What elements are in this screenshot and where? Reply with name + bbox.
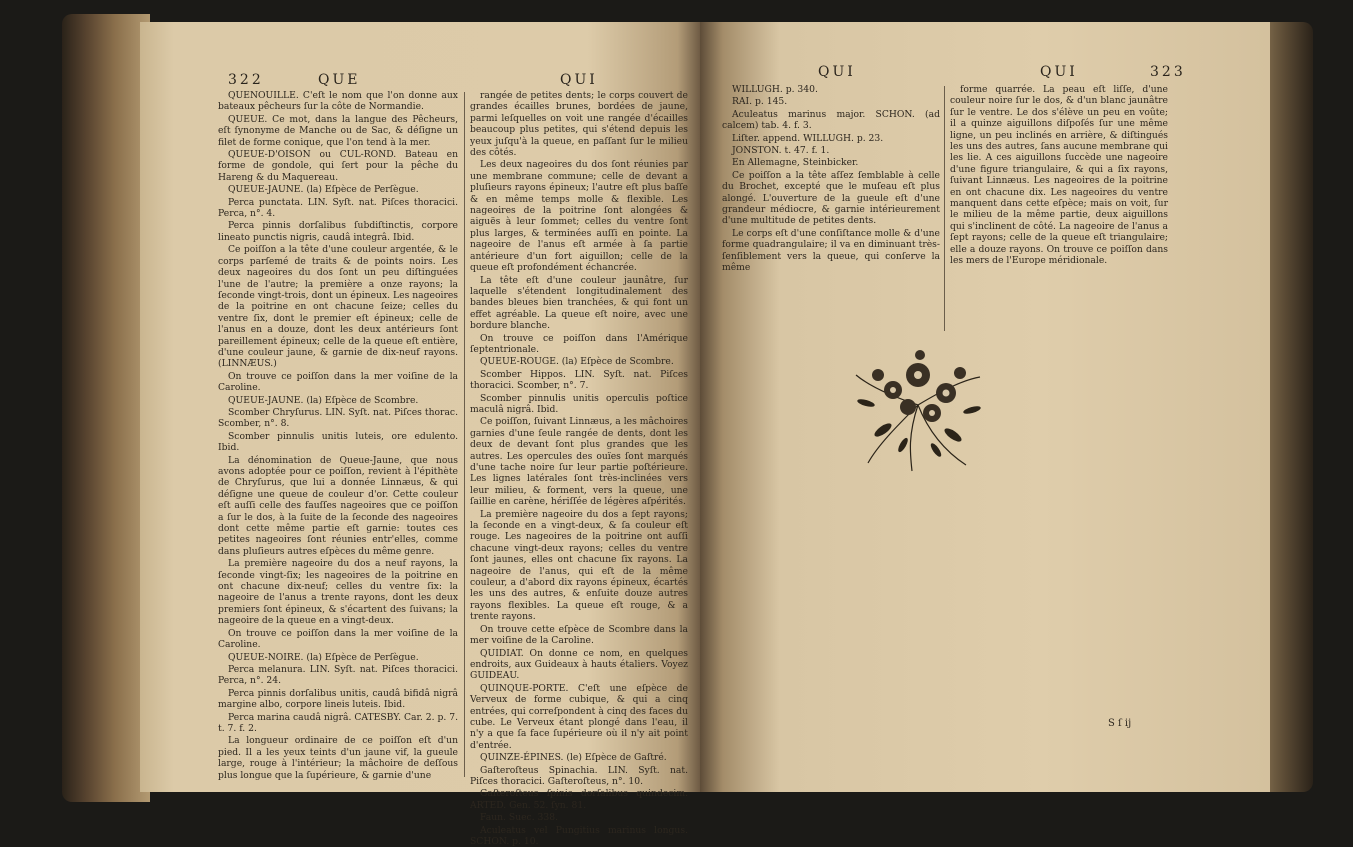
left-col1-paragraph: Perca pinnis dorſalibus ſubdiſtinctis, corpore lineato punctis nigris, caudâ integrâ. Ibid. — [218, 220, 458, 243]
left-page-number: 322 — [228, 72, 264, 88]
left-col2-paragraph: rangée de petites dents; le corps couvert de grandes écailles brunes, bordées de jaune, parmi leſquelles on voit une rangée d'écailles beaucoup plus petites, qui s'étend depuis les yeux juſqu'à la queue, en paſſant ſur le milieu des côtés. — [470, 90, 688, 159]
left-col2-paragraph: La première nageoire du dos a ſept rayons; la ſeconde en a vingt-deux, & ſa couleur eſt rouge. Les nageoires de la poitrine ont auſſi chacune vingt-deux rayons; celles du ventre ſont jaunes, elles ont chacune ſix rayons. La nageoire de l'anus, qui eſt de la même couleur, a d'abord dix rayons épineux, écartés les uns des autres, & enſuite douze autres rayons flexibles. La queue eſt rouge, & a trente rayons. — [470, 508, 688, 623]
floral-vignette-ornament — [848, 335, 988, 475]
left-col2-paragraph: On trouve cette eſpèce de Scombre dans la mer voiſine de la Caroline. — [470, 623, 688, 647]
left-col2-paragraph: Ce poiſſon, ſuivant Linnæus, a les mâchoires garnies d'une ſeule rangée de dents, dont les deux de devant ſont plus grandes que les autres. Les opercules des ouïes ſont marqués d'une tache noire ſur leur partie poſtérieure. Les lignes latérales ſont très-inclinées vers leur milieu, & forment, vers la queue, une ſaillie en carène, hériſſée de légères aſpérités. — [470, 416, 688, 508]
left-col2-paragraph: QUINZE-ÉPINES. (le) Eſpèce de Gaſtré. — [480, 752, 667, 764]
left-col2-paragraph: On trouve ce poiſſon dans l'Amérique ſeptentrionale. — [470, 332, 688, 355]
left-running-head: QUE — [318, 72, 361, 88]
book-cover-left — [62, 14, 150, 802]
left-page-column-2 — [470, 90, 688, 847]
right-page-column-2 — [950, 84, 1168, 334]
column-rule — [944, 86, 945, 331]
right-col2-paragraph: forme quarrée. La peau eſt liſſe, d'une couleur noire ſur le dos, & d'un blanc jaunâtre ſur le ventre. Le dos s'élève un peu en voûte; il a quinze aiguillons diſpoſés ſur une même ligne, un peu inclinés en arrière, & diſtingués les uns des autres, ſans aucune membrane qui les lie. A ces aiguillons ſuccède une nageoire d'une figure triangulaire, & qui a ſix rayons, ſuivant Linnæus. Les nageoires de la poitrine en ont chacune dix. Les nageoires du ventre manquent dans cette eſpèce; mais on voit, ſur le milieu de la même partie, deux aiguillons qui s'inclinent de côté. La nageoire de l'anus a ſept rayons; celle de la queue eſt triangulaire; elle a douze rayons. On trouve ce poiſſon dans les mers de l'Europe méridionale. — [950, 84, 1168, 267]
left-col1-paragraph: Perca marina caudâ nigrâ. CATESBY. Car. 2. p. 7. t. 7. f. 2. — [218, 711, 458, 734]
right-page-column-1 — [722, 84, 940, 334]
left-col2-paragraph: Les deux nageoires du dos ſont réunies par une membrane commune; celle de devant a pluſieurs rayons épineux; l'autre eſt plus baſſe & en même temps molle & flexible. Les nageoires de la poitrine ſont alongées & aiguës à leur ſommet; celles du ventre ſont plus larges, & terminées auſſi en pointe. La nageoire de l'anus eſt armée à ſa partie antérieure d'un fort aiguillon; celle de la queue eſt profondément échancrée. — [470, 159, 688, 274]
right-col1-paragraph: Ce poiſſon a la tête aſſez ſemblable à celle du Brochet, excepté que le muſeau eſt plus alongé. L'ouverture de la gueule eſt d'une grandeur médiocre, & garnie intérieurement d'une multitude de petites dents. — [722, 169, 940, 227]
left-col2-paragraph: Gaſteroſteus ſpinis dorſalibus quindecim. ARTED. Gen. 52. ſyn. 81. — [470, 788, 688, 811]
right-col1-paragraph: Le corps eſt d'une conſiſtance molle & d'une forme quadrangulaire; il va en diminuant très-ſenſiblement vers la queue, qui conſerve la même — [722, 227, 940, 274]
left-running-head-right: QUI — [560, 72, 598, 88]
left-col2-paragraph: La tête eſt d'une couleur jaunâtre, ſur laquelle s'étendent longitudinalement des bandes bleues bien tranchées, & qui font un effet agréable. La queue eſt noire, avec une bordure blanche. — [470, 274, 688, 332]
left-col1-paragraph: Perca melanura. LIN. Syſt. nat. Piſces thoracici. Perca, n°. 24. — [218, 663, 458, 687]
left-col1-paragraph: La première nageoire du dos a neuf rayons, la ſeconde vingt-ſix; les nageoires de la poitrine en ont chacune dix-neuf; celles du ventre ſix: la nageoire de l'anus a trente rayons, dont les deux premiers ſont épineux, & s'écartent des ſuivans; la nageoire de la queue en a vingt-deux. — [218, 558, 458, 627]
left-col2-paragraph: Scomber pinnulis unitis operculis poſtice maculâ nigrâ. Ibid. — [470, 392, 688, 415]
left-col2-paragraph: Aculeatus vel Pungitius marinus longus. SCHON. p. 10. — [470, 824, 688, 847]
right-running-head: QUI — [1040, 64, 1078, 80]
left-col1-paragraph: Ce poiſſon a la tête d'une couleur argentée, & le corps parſemé de traits & de points noirs. Les deux nageoires du dos ſont un peu diſtinguées l'une de l'autre; la première a onze rayons; la ſeconde vingt-trois, dont un épineux. Les nageoires de la poitrine en ont chacune ſeize; celles du ventre ſix, dont le premier eſt épineux; celle de l'anus en a douze, dont les deux antérieurs ſont pareillement épineux; celle de la queue eſt entière, d'une couleur jaune, & garnie de dix-neuf rayons. (LINNÆUS.) — [218, 244, 458, 370]
right-col1-paragraph: En Allemagne, Steinbicker. — [732, 157, 859, 169]
left-col1-paragraph: La longueur ordinaire de ce poiſſon eſt d'un pied. Il a les yeux teints d'un jaune vif, la gueule large, rouge à l'intérieur; la mâchoire de deſſous plus longue que la ſupérieure, & garnie d'une — [218, 735, 458, 781]
left-col1-paragraph: On trouve ce poiſſon dans la mer voiſine de la Caroline. — [218, 627, 458, 651]
left-col2-paragraph: QUIDIAT. On donne ce nom, en quelques endroits, aux Guideaux à hauts étaliers. Voyez GUIDEAU. — [470, 647, 688, 682]
left-col2-paragraph: Scomber Hippos. LIN. Syſt. nat. Piſces thoracici. Scomber, n°. 7. — [470, 368, 688, 392]
left-col1-paragraph: QUEUE-JAUNE. (la) Eſpèce de Scombre. — [228, 394, 419, 406]
left-col1-paragraph: On trouve ce poiſſon dans la mer voiſine de la Caroline. — [218, 370, 458, 394]
left-col1-paragraph: QUEUE-D'OISON ou CUL-ROND. Bateau en forme de gondole, qui ſert pour la pêche du Hareng & du Maquereau. — [218, 149, 458, 183]
column-rule — [464, 92, 465, 777]
left-col1-paragraph: QUEUE. Ce mot, dans la langue des Pêcheurs, eſt ſynonyme de Manche ou de Sac, & déſigne un filet de forme conique, que l'on tend à la mer. — [218, 113, 458, 148]
left-col1-paragraph: Perca pinnis dorſalibus unitis, caudâ bifidâ nigrâ margine albo, corpore lineis luteis. Ibid. — [218, 687, 458, 711]
left-col2-paragraph: Faun. Suec. 338. — [480, 812, 558, 824]
left-col1-paragraph: Perca punctata. LIN. Syſt. nat. Piſces thoracici. Perca, n°. 4. — [218, 196, 458, 220]
right-col1-paragraph: Aculeatus marinus major. SCHON. (ad calcem) tab. 4. f. 3. — [722, 108, 940, 132]
left-col1-paragraph: Scomber pinnulis unitis luteis, ore edulento. Ibid. — [218, 430, 458, 454]
right-col1-paragraph: Liſter. append. WILLUGH. p. 23. — [732, 132, 884, 144]
left-col2-paragraph: QUEUE-ROUGE. (la) Eſpèce de Scombre. — [480, 356, 674, 368]
left-page-column-1 — [218, 90, 458, 780]
signature-mark: S ſ ij — [1108, 718, 1132, 729]
right-col1-paragraph: WILLUGH. p. 340. — [732, 84, 818, 95]
right-col1-paragraph: RAI. p. 145. — [732, 96, 788, 108]
left-col2-paragraph: Gaſteroſteus Spinachia. LIN. Syſt. nat. Piſces thoracici. Gaſteroſteus, n°. 10. — [470, 764, 688, 787]
left-col1-paragraph: Scomber Chryſurus. LIN. Syſt. nat. Piſces thorac. Scomber, n°. 8. — [218, 406, 458, 430]
left-col1-paragraph: QUENOUILLE. C'eſt le nom que l'on donne aux bateaux pêcheurs ſur la côte de Normandie. — [218, 90, 458, 113]
right-page-number: 323 — [1150, 64, 1186, 80]
left-col1-paragraph: QUEUE-JAUNE. (la) Eſpèce de Perſègue. — [228, 184, 419, 196]
left-col1-paragraph: QUEUE-NOIRE. (la) Eſpèce de Perſègue. — [228, 651, 419, 663]
left-col1-paragraph: La dénomination de Queue-Jaune, que nous avons adoptée pour ce poiſſon, revient à l'épithète de Chryſurus, que lui a donnée Linnæus, & qui déſigne une queue de couleur d'or. Cette couleur eſt auſſi celle des fauſſes nageoires que ce poiſſon a ſur le dos, à la ſuite de la ſeconde des nageoires dont cette même partie eſt garnie: toutes ces petites nageoires ſont réunies entr'elles, comme dans pluſieurs autres eſpèces du même genre. — [218, 454, 458, 557]
right-running-head-left: QUI — [818, 64, 856, 80]
left-col2-paragraph: QUINQUE-PORTE. C'eſt une eſpèce de Verveux de forme cubique, & qui a cinq entrées, qui correſpondent à cinq des faces du cube. Le Verveux étant plongé dans l'eau, il n'y a que ſa face ſupérieure où il n'y ait point d'entrée. — [470, 682, 688, 751]
right-col1-paragraph: JONSTON. t. 47. f. 1. — [732, 145, 830, 157]
